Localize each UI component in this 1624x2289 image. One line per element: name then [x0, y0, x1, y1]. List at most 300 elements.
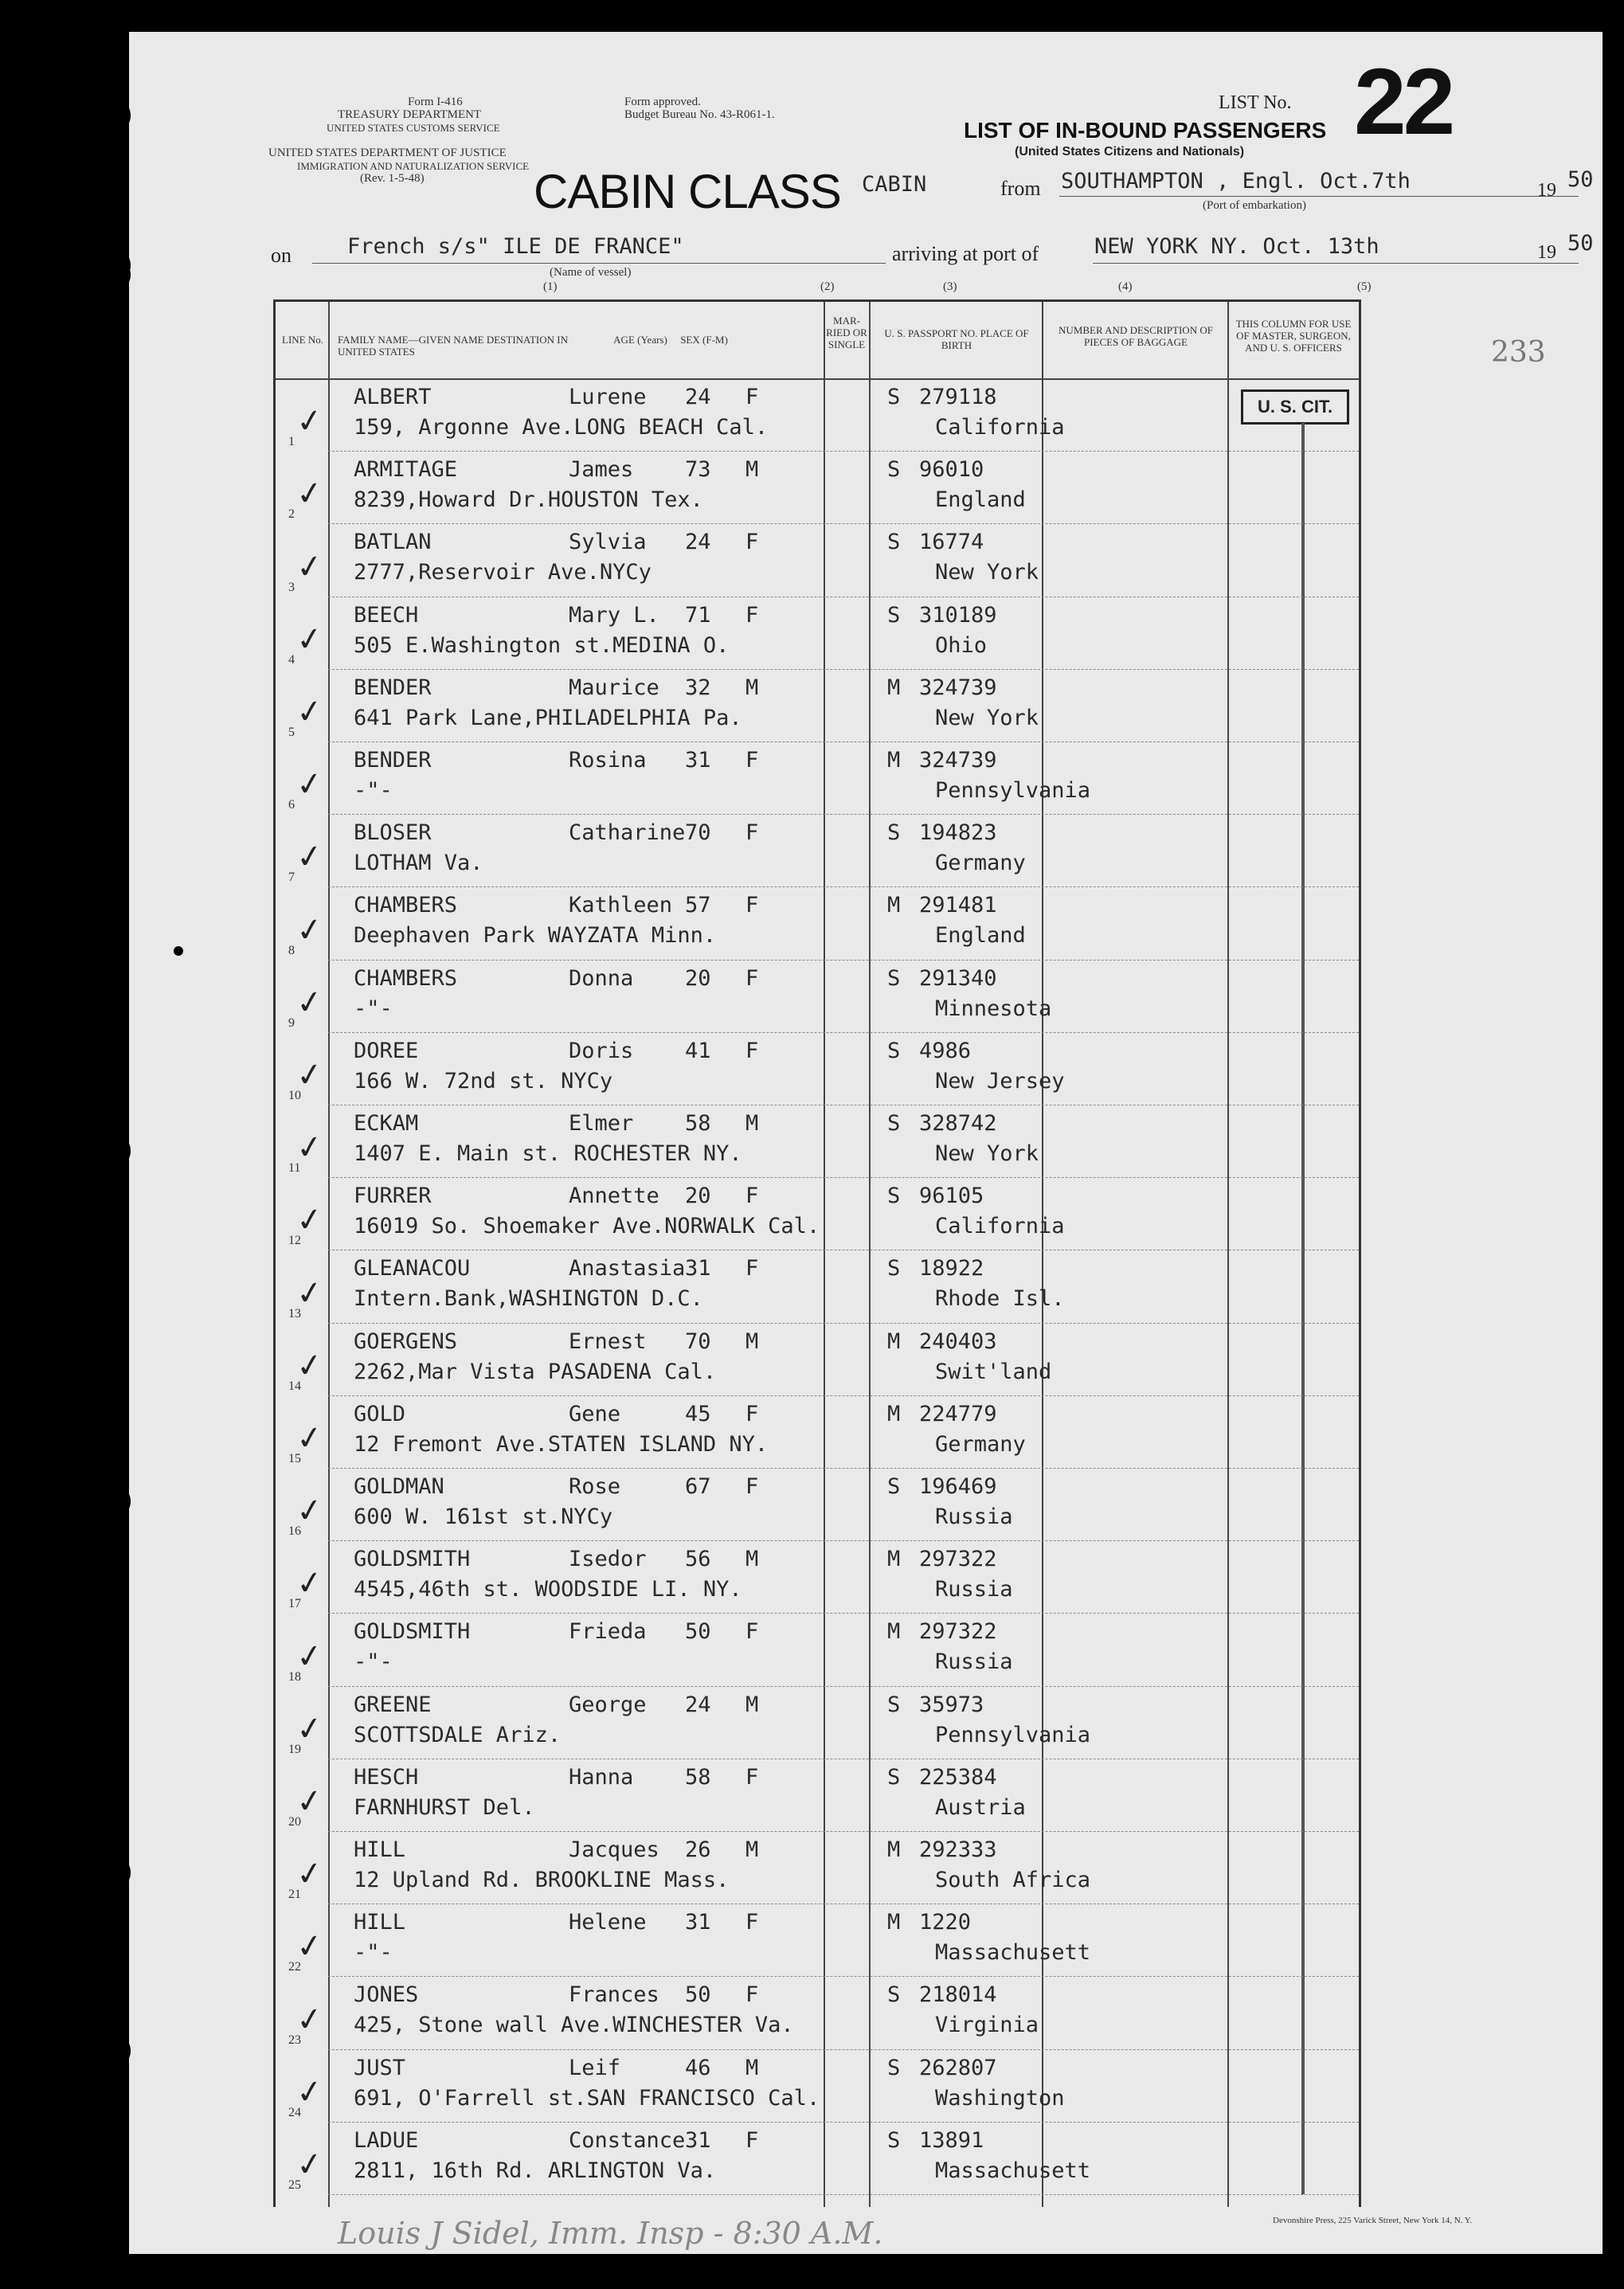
passenger-given-name: Sylvia	[569, 530, 647, 555]
passenger-marital-status: S	[887, 1111, 901, 1136]
passenger-passport-no: 279118	[919, 385, 997, 409]
passenger-age: 46	[685, 2055, 711, 2080]
table-row	[276, 961, 1359, 1034]
checkmark-icon: ✓	[293, 1491, 326, 1532]
passenger-destination: -"-	[354, 778, 393, 803]
budget-bureau: Budget Bureau No. 43-R061-1.	[624, 108, 775, 121]
passenger-marital-status: S	[887, 820, 901, 846]
passenger-sex: F	[745, 748, 759, 773]
passenger-passport-no: 13891	[919, 2127, 984, 2153]
passenger-age: 58	[685, 1111, 711, 1136]
passenger-family-name: BATLAN	[354, 530, 432, 555]
checkmark-icon: ✓	[293, 1927, 326, 1967]
vessel-caption: (Name of vessel)	[550, 266, 632, 279]
checkmark-icon: ✓	[293, 619, 326, 659]
passenger-birthplace: New York	[935, 1141, 1039, 1166]
table-row	[276, 2123, 1359, 2196]
passenger-family-name: DOREE	[354, 1038, 419, 1063]
passenger-given-name: Maurice	[569, 675, 659, 700]
passenger-line-number: 21	[288, 1888, 301, 1902]
punch-hole	[94, 2033, 131, 2069]
checkmark-icon: ✓	[293, 1345, 326, 1386]
table-row	[276, 1542, 1359, 1614]
passenger-destination: 641 Park Lane,PHILADELPHIA Pa.	[354, 705, 742, 730]
form-approved: Form approved.	[624, 96, 701, 108]
passenger-given-name: James	[569, 457, 634, 483]
passenger-family-name: BENDER	[354, 748, 432, 773]
checkmark-icon: ✓	[293, 691, 326, 733]
passenger-birthplace: Swit'land	[935, 1359, 1052, 1384]
checkmark-icon: ✓	[293, 910, 326, 950]
passenger-line-number: 15	[288, 1451, 301, 1465]
passenger-passport-no: 96105	[919, 1184, 984, 1209]
table-row	[276, 743, 1359, 816]
list-number: 22	[1354, 49, 1453, 155]
checkmark-icon: ✓	[293, 1273, 326, 1313]
passenger-family-name: CHAMBERS	[354, 965, 458, 991]
table-row	[276, 1251, 1359, 1324]
passenger-birthplace: England	[935, 923, 1026, 949]
passenger-passport-no: 292333	[919, 1837, 997, 1862]
passenger-given-name: Frances	[569, 1982, 659, 2008]
passenger-given-name: Mary L.	[569, 602, 659, 628]
passenger-age: 31	[685, 1910, 711, 1935]
revision: (Rev. 1-5-48)	[360, 172, 425, 185]
checkmark-icon: ✓	[293, 401, 326, 442]
passenger-passport-no: 96010	[919, 457, 984, 483]
checkmark-icon: ✓	[293, 1708, 326, 1749]
inspector-signature: Louis J Sidel, Imm. Insp - 8:30 A.M.	[338, 2216, 883, 2251]
passenger-table	[273, 299, 1361, 2207]
passenger-sex: F	[745, 385, 759, 409]
passenger-sex: F	[745, 1038, 759, 1063]
passenger-birthplace: Rhode Isl.	[935, 1286, 1065, 1312]
checkmark-icon: ✓	[293, 1128, 326, 1168]
passenger-marital-status: S	[887, 965, 901, 991]
passenger-birthplace: Russia	[935, 1504, 1013, 1529]
passenger-sex: F	[745, 1256, 759, 1281]
passenger-age: 67	[685, 1474, 711, 1499]
passenger-marital-status: S	[887, 2127, 901, 2153]
passenger-line-number: 2	[288, 507, 295, 522]
passenger-family-name: LADUE	[354, 2127, 419, 2153]
passenger-age: 50	[685, 1619, 711, 1645]
on-label: on	[271, 244, 292, 267]
passenger-family-name: BLOSER	[354, 820, 432, 846]
passenger-line-number: 12	[288, 1234, 301, 1248]
passenger-destination: -"-	[354, 996, 393, 1021]
passenger-passport-no: 291340	[919, 965, 997, 991]
passenger-passport-no: 262807	[919, 2055, 997, 2080]
passenger-family-name: BENDER	[354, 675, 432, 700]
passenger-destination: -"-	[354, 1649, 393, 1675]
passenger-line-number: 10	[288, 1088, 301, 1102]
col-num-4: (4)	[1118, 280, 1133, 293]
passenger-marital-status: S	[887, 1692, 901, 1717]
passenger-passport-no: 240403	[919, 1328, 997, 1354]
passenger-birthplace: Massachusett	[935, 2158, 1091, 2183]
passenger-line-number: 13	[288, 1306, 301, 1321]
passenger-birthplace: Austria	[935, 1794, 1026, 1820]
passenger-line-number: 7	[288, 871, 295, 885]
passenger-line-number: 16	[288, 1524, 301, 1539]
passenger-destination: 4545,46th st. WOODSIDE LI. NY.	[354, 1577, 742, 1602]
passenger-family-name: GOLDMAN	[354, 1474, 444, 1499]
passenger-given-name: Ernest	[569, 1328, 647, 1354]
passenger-line-number: 4	[288, 652, 295, 667]
form-number: Form I-416	[408, 96, 463, 108]
checkmark-icon: ✓	[293, 1636, 326, 1677]
passenger-passport-no: 291481	[919, 893, 997, 918]
passenger-sex: F	[745, 1184, 759, 1209]
passenger-age: 45	[685, 1401, 711, 1426]
passenger-birthplace: Germany	[935, 851, 1026, 876]
passenger-line-number: 19	[288, 1742, 301, 1756]
checkmark-icon: ✓	[293, 1781, 326, 1822]
checkmark-icon: ✓	[293, 837, 326, 878]
passenger-marital-status: S	[887, 1038, 901, 1063]
col-num-5: (5)	[1357, 280, 1372, 293]
header-officers: THIS COLUMN FOR USE OF MASTER, SURGEON, AND U. S. OFFICERS	[1235, 318, 1352, 354]
passenger-given-name: Constance	[569, 2127, 686, 2153]
checkmark-icon: ✓	[293, 1055, 326, 1096]
arrival-port: NEW YORK NY. Oct. 13th	[1094, 234, 1379, 259]
passenger-birthplace: New York	[935, 560, 1039, 585]
passenger-birthplace: New York	[935, 705, 1039, 730]
passenger-destination: 8239,Howard Dr.HOUSTON Tex.	[354, 487, 703, 513]
passenger-age: 31	[685, 748, 711, 773]
passenger-birthplace: Pennsylvania	[935, 1722, 1091, 1747]
passenger-line-number: 11	[288, 1161, 301, 1176]
table-row	[276, 1324, 1359, 1397]
punch-hole	[94, 1133, 131, 1169]
passenger-destination: 600 W. 161st st.NYCy	[354, 1504, 613, 1529]
passenger-birthplace: New Jersey	[935, 1068, 1065, 1094]
year-prefix-2: 19	[1537, 242, 1556, 263]
passenger-marital-status: S	[887, 1764, 901, 1790]
passenger-birthplace: Russia	[935, 1649, 1013, 1675]
passenger-given-name: Isedor	[569, 1547, 647, 1572]
passenger-sex: F	[745, 1401, 759, 1426]
passenger-given-name: Kathleen	[569, 893, 673, 918]
passenger-age: 73	[685, 457, 711, 483]
passenger-family-name: HESCH	[354, 1764, 419, 1790]
passenger-line-number: 9	[288, 1015, 295, 1030]
punch-dot	[174, 946, 183, 956]
checkmark-icon: ✓	[293, 546, 326, 587]
passenger-sex: M	[745, 457, 759, 483]
passenger-destination: 2262,Mar Vista PASADENA Cal.	[354, 1359, 717, 1384]
passenger-passport-no: 297322	[919, 1619, 997, 1645]
passenger-passport-no: 324739	[919, 748, 997, 773]
passenger-destination: 2777,Reservoir Ave.NYCy	[354, 560, 652, 585]
table-row	[276, 1179, 1359, 1251]
table-row	[276, 1688, 1359, 1760]
passenger-passport-no: 35973	[919, 1692, 984, 1717]
passenger-given-name: Helene	[569, 1910, 647, 1935]
passenger-birthplace: Russia	[935, 1577, 1013, 1602]
passenger-destination: 505 E.Washington st.MEDINA O.	[354, 632, 730, 658]
passenger-family-name: GOLD	[354, 1401, 406, 1426]
passenger-given-name: Elmer	[569, 1111, 634, 1136]
punch-hole	[94, 97, 131, 134]
checkmark-icon: ✓	[293, 1854, 326, 1895]
passenger-marital-status: S	[887, 385, 901, 409]
passenger-destination: 12 Fremont Ave.STATEN ISLAND NY.	[354, 1431, 769, 1457]
passenger-passport-no: 1220	[919, 1910, 972, 1935]
passenger-sex: F	[745, 1910, 759, 1935]
punch-hole	[94, 1854, 131, 1891]
header-sex: SEX (F-M)	[680, 334, 728, 346]
passenger-line-number: 20	[288, 1814, 301, 1829]
passenger-marital-status: S	[887, 530, 901, 555]
year-typed-1: 50	[1567, 167, 1594, 192]
passenger-sex: F	[745, 820, 759, 846]
passenger-given-name: Anastasia	[569, 1256, 686, 1281]
passenger-destination: Intern.Bank,WASHINGTON D.C.	[354, 1286, 703, 1312]
table-row	[276, 1469, 1359, 1542]
passenger-marital-status: S	[887, 2055, 901, 2080]
passenger-birthplace: California	[935, 1214, 1065, 1239]
checkmark-icon: ✓	[293, 1418, 326, 1459]
passenger-sex: F	[745, 1619, 759, 1645]
passenger-passport-no: 194823	[919, 820, 997, 846]
list-subtitle: (United States Citizens and Nationals)	[1015, 145, 1245, 158]
passenger-line-number: 23	[288, 2033, 301, 2047]
passenger-destination: 425, Stone wall Ave.WINCHESTER Va.	[354, 2013, 794, 2038]
passenger-given-name: Lurene	[569, 385, 647, 409]
passenger-family-name: FURRER	[354, 1184, 432, 1209]
passenger-sex: F	[745, 2127, 759, 2153]
doj-title: UNITED STATES DEPARTMENT OF JUSTICE	[268, 147, 507, 159]
header-line-no: LINE No.	[282, 334, 323, 346]
passenger-family-name: JUST	[354, 2055, 406, 2080]
passenger-marital-status: M	[887, 748, 901, 773]
passenger-passport-no: 324739	[919, 675, 997, 700]
passenger-marital-status: S	[887, 1982, 901, 2008]
table-row	[276, 1614, 1359, 1687]
passenger-birthplace: South Africa	[935, 1868, 1091, 1892]
passenger-passport-no: 18922	[919, 1256, 984, 1281]
passenger-family-name: GOLDSMITH	[354, 1547, 471, 1572]
passenger-line-number: 17	[288, 1597, 301, 1611]
passenger-sex: M	[745, 1547, 759, 1572]
passenger-marital-status: M	[887, 1328, 901, 1354]
passenger-passport-no: 224779	[919, 1401, 997, 1426]
passenger-birthplace: England	[935, 487, 1026, 513]
passenger-marital-status: S	[887, 1256, 901, 1281]
port-caption: (Port of embarkation)	[1203, 199, 1306, 212]
checkmark-icon: ✓	[293, 2144, 326, 2185]
table-row	[276, 2051, 1359, 2123]
passenger-family-name: GLEANACOU	[354, 1256, 471, 1281]
passenger-passport-no: 218014	[919, 1982, 997, 2008]
passenger-line-number: 8	[288, 943, 295, 957]
passenger-marital-status: M	[887, 893, 901, 918]
passenger-line-number: 6	[288, 798, 295, 812]
table-row	[276, 1833, 1359, 1905]
class-typed: CABIN	[862, 172, 927, 197]
table-row	[276, 1034, 1359, 1106]
manifest-sheet	[129, 32, 1602, 2254]
passenger-age: 71	[685, 602, 711, 628]
passenger-family-name: GOLDSMITH	[354, 1619, 471, 1645]
ins-title: IMMIGRATION AND NATURALIZATION SERVICE	[297, 160, 530, 172]
passenger-destination: 16019 So. Shoemaker Ave.NORWALK Cal.	[354, 1214, 820, 1239]
passenger-sex: M	[745, 1328, 759, 1354]
passenger-given-name: Jacques	[569, 1837, 659, 1862]
passenger-line-number: 1	[288, 435, 295, 449]
checkmark-icon: ✓	[293, 1563, 326, 1604]
passenger-birthplace: Virginia	[935, 2013, 1039, 2038]
us-citizen-stamp: U. S. CIT.	[1241, 389, 1349, 425]
passenger-destination: -"-	[354, 1940, 393, 1966]
passenger-family-name: ALBERT	[354, 385, 432, 409]
punch-hole	[94, 1483, 131, 1520]
passenger-given-name: Catharine	[569, 820, 686, 846]
passenger-passport-no: 196469	[919, 1474, 997, 1499]
passenger-age: 31	[685, 1256, 711, 1281]
passenger-family-name: GREENE	[354, 1692, 432, 1717]
passenger-marital-status: M	[887, 1619, 901, 1645]
passenger-given-name: Gene	[569, 1401, 621, 1426]
passenger-destination: 2811, 16th Rd. ARLINGTON Va.	[354, 2158, 717, 2183]
passenger-sex: F	[745, 1764, 759, 1790]
passenger-age: 58	[685, 1764, 711, 1790]
passenger-passport-no: 16774	[919, 530, 984, 555]
passenger-age: 56	[685, 1547, 711, 1572]
passenger-birthplace: Minnesota	[935, 996, 1052, 1021]
passenger-given-name: Doris	[569, 1038, 634, 1063]
passenger-birthplace: California	[935, 415, 1065, 440]
passenger-birthplace: Washington	[935, 2085, 1065, 2111]
passenger-given-name: Annette	[569, 1184, 659, 1209]
checkmark-icon: ✓	[293, 2072, 326, 2112]
table-row	[276, 380, 1359, 452]
table-row	[276, 671, 1359, 743]
passenger-age: 26	[685, 1837, 711, 1862]
passenger-destination: FARNHURST Del.	[354, 1794, 535, 1820]
passenger-given-name: Leif	[569, 2055, 621, 2080]
treasury-dept: TREASURY DEPARTMENT	[338, 108, 482, 121]
list-title: LIST OF IN-BOUND PASSENGERS	[964, 118, 1327, 143]
passenger-family-name: GOERGENS	[354, 1328, 458, 1354]
passenger-family-name: ARMITAGE	[354, 457, 458, 483]
passenger-line-number: 22	[288, 1960, 301, 1974]
passenger-sex: M	[745, 2055, 759, 2080]
passenger-given-name: George	[569, 1692, 647, 1717]
passenger-passport-no: 225384	[919, 1764, 997, 1790]
from-label: from	[1000, 177, 1041, 200]
margin-number: 233	[1491, 336, 1546, 369]
checkmark-icon: ✓	[293, 765, 326, 805]
passenger-sex: F	[745, 965, 759, 991]
passenger-given-name: Donna	[569, 965, 634, 991]
passenger-marital-status: S	[887, 1474, 901, 1499]
header-passport: U. S. PASSPORT NO. PLACE OF BIRTH	[884, 327, 1029, 351]
passenger-given-name: Frieda	[569, 1619, 647, 1645]
passenger-sex: M	[745, 1692, 759, 1717]
passenger-age: 32	[685, 675, 711, 700]
passenger-destination: SCOTTSDALE Ariz.	[354, 1722, 562, 1747]
arriving-label: arriving at port of	[892, 242, 1039, 265]
table-row	[276, 1905, 1359, 1978]
table-row	[276, 1106, 1359, 1179]
passenger-sex: M	[745, 675, 759, 700]
header-name: FAMILY NAME—GIVEN NAME DESTINATION IN UNITED STATES	[338, 334, 569, 358]
checkmark-icon: ✓	[293, 1999, 326, 2040]
passenger-age: 31	[685, 2127, 711, 2153]
passenger-sex: M	[745, 1837, 759, 1862]
passenger-age: 20	[685, 1184, 711, 1209]
checkmark-icon: ✓	[293, 1200, 326, 1241]
col-num-3: (3)	[943, 280, 957, 293]
passenger-destination: Deephaven Park WAYZATA Minn.	[354, 923, 717, 949]
table-row	[276, 888, 1359, 961]
passenger-age: 70	[685, 820, 711, 846]
passenger-age: 20	[685, 965, 711, 991]
printer-imprint: Devonshire Press, 225 Varick Street, New York 14, N. Y.	[1273, 2216, 1473, 2225]
passenger-line-number: 5	[288, 725, 295, 739]
passenger-marital-status: M	[887, 1401, 901, 1426]
table-row	[276, 816, 1359, 888]
passenger-sex: F	[745, 893, 759, 918]
table-row	[276, 598, 1359, 671]
header-age: AGE (Years)	[613, 334, 667, 346]
passenger-destination: 691, O'Farrell st.SAN FRANCISCO Cal.	[354, 2085, 820, 2111]
passenger-line-number: 14	[288, 1379, 301, 1393]
passenger-destination: LOTHAM Va.	[354, 851, 483, 876]
passenger-sex: M	[745, 1111, 759, 1136]
header-married: MAR-RIED OR SINGLE	[826, 315, 867, 350]
table-row	[276, 452, 1359, 525]
passenger-age: 24	[685, 530, 711, 555]
customs-service: UNITED STATES CUSTOMS SERVICE	[327, 122, 500, 134]
passenger-marital-status: M	[887, 675, 901, 700]
passenger-family-name: JONES	[354, 1982, 419, 2008]
passenger-marital-status: M	[887, 1547, 901, 1572]
year-prefix-1: 19	[1537, 180, 1556, 201]
passenger-birthplace: Massachusett	[935, 1940, 1091, 1966]
vessel-name: French s/s" ILE DE FRANCE"	[347, 234, 684, 259]
col-num-1: (1)	[543, 280, 558, 293]
passenger-birthplace: Pennsylvania	[935, 778, 1091, 803]
passenger-sex: F	[745, 530, 759, 555]
table-row	[276, 1760, 1359, 1833]
passenger-age: 41	[685, 1038, 711, 1063]
passenger-destination: 159, Argonne Ave.LONG BEACH Cal.	[354, 415, 769, 440]
table-row	[276, 525, 1359, 597]
passenger-sex: F	[745, 602, 759, 628]
header-baggage: NUMBER AND DESCRIPTION OF PIECES OF BAGGAGE	[1059, 324, 1213, 348]
passenger-line-number: 3	[288, 580, 295, 594]
passenger-passport-no: 328742	[919, 1111, 997, 1136]
checkmark-icon: ✓	[293, 982, 326, 1023]
passenger-line-number: 18	[288, 1669, 301, 1684]
passenger-age: 50	[685, 1982, 711, 2008]
passenger-sex: F	[745, 1474, 759, 1499]
table-row	[276, 1397, 1359, 1469]
passenger-destination: 166 W. 72nd st. NYCy	[354, 1068, 613, 1094]
year-typed-2: 50	[1567, 231, 1594, 256]
passenger-family-name: CHAMBERS	[354, 893, 458, 918]
passenger-sex: F	[745, 1982, 759, 2008]
cabin-class-stamp: CABIN CLASS	[534, 165, 841, 218]
passenger-destination: 12 Upland Rd. BROOKLINE Mass.	[354, 1868, 730, 1892]
passenger-marital-status: M	[887, 1837, 901, 1862]
passenger-passport-no: 297322	[919, 1547, 997, 1572]
passenger-destination: 1407 E. Main st. ROCHESTER NY.	[354, 1141, 742, 1166]
